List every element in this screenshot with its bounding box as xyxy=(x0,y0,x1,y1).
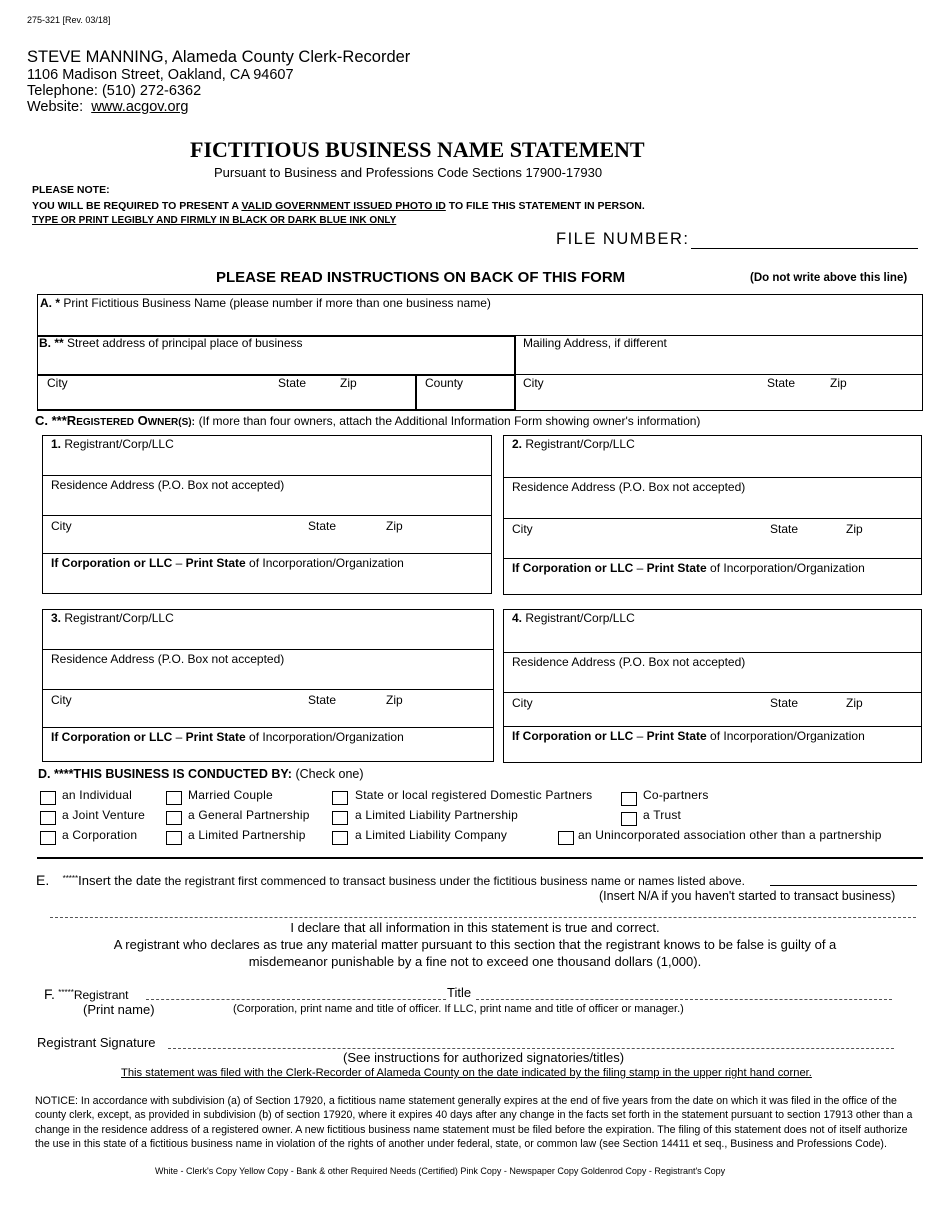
notice-paragraph: NOTICE: In accordance with subdivision (a) of Section 17920, a fictitious name statement generally expires at the end of five years from the date on which it was filed in the office of the county clerk, except, as provided in subdivision (b) of section 17920, where it expires 40 days after any change in the facts set forth in the statement pursuant to section 17913 other than a change in the residence address of a registered owner. A new fictitious business name statement must be filed before the expiration. The filing of this statement does not of itself authorize the use in this state of a fictitious business name in violation of the rights of another under federal, state, or common law (see Section 14411 et seq., Business and Professions Code). xyxy=(35,1095,913,1151)
section-d-heading: D. ****THIS BUSINESS IS CONDUCTED BY: (Check one) xyxy=(38,767,364,781)
section-b-state-label: State xyxy=(278,376,307,390)
file-number-field[interactable] xyxy=(691,248,918,249)
do-not-write-note: (Do not write above this line) xyxy=(750,272,908,284)
clerk-website xyxy=(27,99,188,115)
checkbox-trust[interactable] xyxy=(621,812,637,826)
form-number: 275-321 [Rev. 03/18] xyxy=(27,15,111,25)
option-label-domestic-partners: State or local registered Domestic Partners xyxy=(355,788,593,802)
section-b-zip-label: Zip xyxy=(340,376,357,390)
owner-2-state-label: State xyxy=(770,522,799,536)
checkbox-llc[interactable] xyxy=(332,831,348,845)
owner-3-box[interactable] xyxy=(42,609,494,762)
section-e-date-field[interactable] xyxy=(770,885,917,886)
section-b-city-label: City xyxy=(47,376,68,390)
owner-4-corp-state-label: If Corporation or LLC – Print State of Incorporation/Organization xyxy=(512,729,865,743)
photo-id-note: YOU WILL BE REQUIRED TO PRESENT A VALID GOVERNMENT ISSUED PHOTO ID TO FILE THIS STATEMENT IN PERSON. xyxy=(32,200,645,212)
owner-2-name-label: 2. Registrant/Corp/LLC xyxy=(512,437,635,451)
option-label-unincorporated-association: an Unincorporated association other than a partnership xyxy=(578,828,882,842)
declaration-line-3: misdemeanor punishable by a fine not to exceed one thousand dollars (1,000). xyxy=(248,954,702,969)
file-number-label: FILE NUMBER: xyxy=(556,230,690,248)
registrant-title-field[interactable] xyxy=(476,999,892,1000)
owner-2-residence-label: Residence Address (P.O. Box not accepted) xyxy=(512,480,746,494)
option-label-trust: a Trust xyxy=(643,808,682,822)
section-b-county-label: County xyxy=(425,376,464,390)
section-b-street-label: B. ** Street address of principal place of business xyxy=(39,336,303,350)
option-label-llp: a Limited Liability Partnership xyxy=(355,808,518,822)
section-c-heading: C. ***REGISTERED OWNER(S): (If more than four owners, attach the Additional Information Form showing owner's information) xyxy=(35,413,701,428)
declaration-line-1: I declare that all information in this statement is true and correct. xyxy=(290,920,660,935)
checkbox-llp[interactable] xyxy=(332,811,348,825)
ink-note: TYPE OR PRINT LEGIBLY AND FIRMLY IN BLACK OR DARK BLUE INK ONLY xyxy=(32,215,397,226)
section-f-title-label: Title xyxy=(447,985,472,1000)
option-label-joint-venture: a Joint Venture xyxy=(62,808,146,822)
owner-3-zip-label: Zip xyxy=(386,693,403,707)
owner-1-state-label: State xyxy=(308,519,337,533)
checkbox-married-couple[interactable] xyxy=(166,791,182,805)
owner-1-residence-label: Residence Address (P.O. Box not accepted) xyxy=(51,478,285,492)
section-e-text: E. *****Insert the date the registrant first commenced to transact business under the fictitious business name or names listed above. xyxy=(36,872,745,888)
section-f-registrant-label: F. *****Registrant xyxy=(44,986,129,1002)
option-label-individual: an Individual xyxy=(62,788,132,802)
copy-distribution: White - Clerk's Copy Yellow Copy - Bank & other Required Needs (Certified) Pink Copy - Newspaper Copy Goldenrod Copy - Registrant's Copy xyxy=(155,1166,726,1176)
owner-4-state-label: State xyxy=(770,696,799,710)
checkbox-individual[interactable] xyxy=(40,791,56,805)
owner-4-residence-label: Residence Address (P.O. Box not accepted) xyxy=(512,655,746,669)
mailing-state-label: State xyxy=(767,376,796,390)
clerk-telephone: Telephone: (510) 272-6362 xyxy=(27,83,202,99)
option-label-limited-partnership: a Limited Partnership xyxy=(188,828,306,842)
owner-3-corp-state-label: If Corporation or LLC – Print State of Incorporation/Organization xyxy=(51,730,404,744)
clerk-name: STEVE MANNING, Alameda County Clerk-Recorder xyxy=(27,48,411,66)
owner-4-box[interactable] xyxy=(503,609,922,763)
owner-2-zip-label: Zip xyxy=(846,522,863,536)
checkbox-corporation[interactable] xyxy=(40,831,56,845)
clerk-address: 1106 Madison Street, Oakland, CA 94607 xyxy=(27,67,294,83)
owner-3-name-label: 3. Registrant/Corp/LLC xyxy=(51,611,174,625)
owner-3-city-label: City xyxy=(51,693,72,707)
option-label-married-couple: Married Couple xyxy=(188,788,273,802)
option-label-corporation: a Corporation xyxy=(62,828,138,842)
owner-2-corp-state-label: If Corporation or LLC – Print State of Incorporation/Organization xyxy=(512,561,865,575)
see-instructions-note: (See instructions for authorized signatories/titles) xyxy=(343,1050,625,1065)
registrant-signature-field[interactable] xyxy=(168,1048,894,1049)
mailing-address-label: Mailing Address, if different xyxy=(523,336,667,350)
checkbox-limited-partnership[interactable] xyxy=(166,831,182,845)
owner-2-box[interactable] xyxy=(503,435,922,595)
owner-1-box[interactable] xyxy=(42,435,492,594)
owner-1-city-label: City xyxy=(51,519,72,533)
please-note-heading: PLEASE NOTE: xyxy=(32,184,110,196)
mailing-zip-label: Zip xyxy=(830,376,847,390)
checkbox-co-partners[interactable] xyxy=(621,792,637,806)
section-divider xyxy=(37,857,923,859)
section-e-na-note: (Insert N/A if you haven't started to transact business) xyxy=(599,889,896,903)
owner-4-zip-label: Zip xyxy=(846,696,863,710)
owner-1-zip-label: Zip xyxy=(386,519,403,533)
corp-officer-note: (Corporation, print name and title of officer. If LLC, print name and title of officer or manager.) xyxy=(233,1003,684,1015)
owner-1-corp-state-label: If Corporation or LLC – Print State of Incorporation/Organization xyxy=(51,556,404,570)
section-a-business-name-field[interactable]: A. * Print Fictitious Business Name (please number if more than one business name) xyxy=(37,294,923,336)
print-name-note: (Print name) xyxy=(83,1002,155,1017)
mailing-city-label: City xyxy=(523,376,544,390)
form-title: FICTITIOUS BUSINESS NAME STATEMENT xyxy=(190,137,645,162)
checkbox-general-partnership[interactable] xyxy=(166,811,182,825)
form-subtitle: Pursuant to Business and Professions Code Sections 17900-17930 xyxy=(214,165,603,180)
option-label-co-partners: Co-partners xyxy=(643,788,709,802)
filed-statement: This statement was filed with the Clerk-Recorder of Alameda County on the date indicated by the filing stamp in the upper right hand corner. xyxy=(121,1067,812,1079)
read-instructions: PLEASE READ INSTRUCTIONS ON BACK OF THIS FORM xyxy=(216,269,626,286)
owner-3-residence-label: Residence Address (P.O. Box not accepted) xyxy=(51,652,285,666)
checkbox-unincorporated-association[interactable] xyxy=(558,831,574,845)
website-link[interactable]: www.acgov.org xyxy=(91,99,189,115)
option-label-general-partnership: a General Partnership xyxy=(188,808,310,822)
checkbox-joint-venture[interactable] xyxy=(40,811,56,825)
signature-label: Registrant Signature xyxy=(37,1035,156,1050)
owner-3-state-label: State xyxy=(308,693,337,707)
owner-2-city-label: City xyxy=(512,522,533,536)
registrant-print-name-field[interactable] xyxy=(146,999,446,1000)
declaration-line-2: A registrant who declares as true any material matter pursuant to this section that the registrant knows to be false is guilty of a xyxy=(113,937,837,952)
checkbox-domestic-partners[interactable] xyxy=(332,791,348,805)
owner-4-name-label: 4. Registrant/Corp/LLC xyxy=(512,611,635,625)
option-label-llc: a Limited Liability Company xyxy=(355,828,508,842)
owner-4-city-label: City xyxy=(512,696,533,710)
website-label: Website: xyxy=(27,99,84,115)
owner-1-name-label: 1. Registrant/Corp/LLC xyxy=(51,437,174,451)
